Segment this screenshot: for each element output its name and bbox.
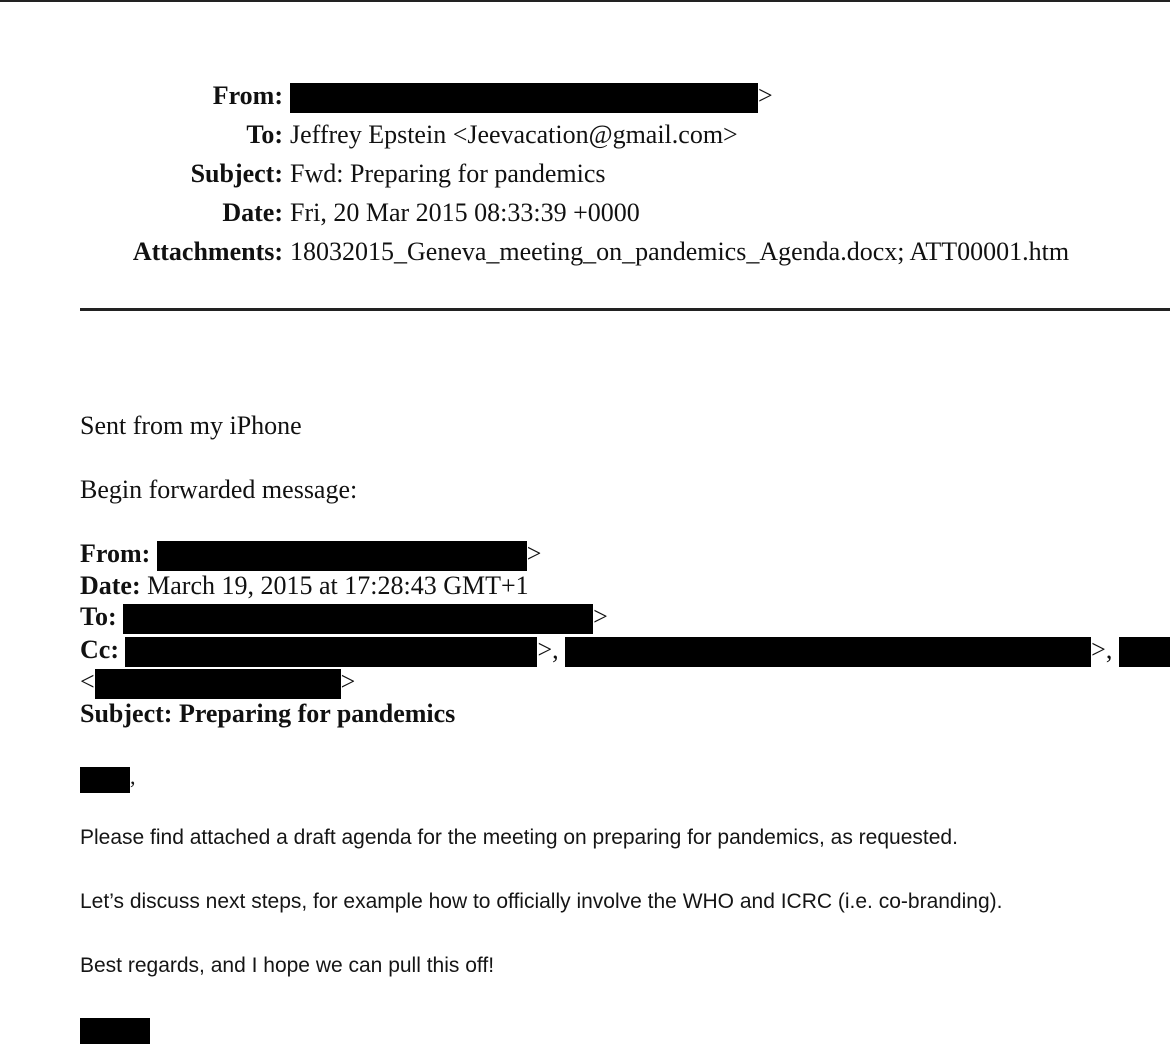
fwd-cc-row — [80, 634, 1170, 667]
fwd-cc-continuation-row — [80, 666, 355, 699]
signature-redaction-box — [80, 1018, 150, 1044]
fwd-from-label: From: — [80, 539, 151, 568]
fwd-cc-sep-1: >, — [537, 635, 559, 664]
header-subject-label: Subject: — [190, 159, 283, 188]
fwd-from-suffix: > — [526, 539, 542, 568]
fwd-from-row — [80, 538, 541, 571]
fwd-subject-label: Subject: — [80, 699, 173, 728]
fwd-subject-value: Preparing for pandemics — [178, 699, 456, 728]
redaction-box — [565, 637, 1091, 667]
top-rule — [0, 0, 1170, 2]
redaction-box — [80, 767, 130, 793]
header-date-value: Fri, 20 Mar 2015 08:33:39 +0000 — [290, 198, 640, 227]
header-subject-value: Fwd: Preparing for pandemics — [290, 159, 606, 188]
fwd-cc-cont-suffix: > — [340, 667, 356, 696]
fwd-to-label: To: — [80, 602, 117, 631]
fwd-cc-label: Cc: — [80, 635, 119, 664]
header-from-suffix: > — [758, 81, 773, 110]
redaction-box — [1119, 637, 1170, 667]
header-attachments-value: 18032015_Geneva_meeting_on_pandemics_Agenda.docx; ATT00001.htm — [290, 237, 1070, 266]
fwd-subject-row — [80, 698, 455, 730]
fwd-date-value: March 19, 2015 at 17:28:43 GMT+1 — [147, 571, 529, 600]
fwd-cc-sep-2: >, — [1091, 635, 1113, 664]
message-line-1: Please find attached a draft agenda for the meeting on preparing for pandemics, as requested. — [80, 826, 958, 849]
redaction-box — [123, 604, 593, 634]
header-divider — [80, 308, 1170, 311]
sent-from-line: Sent from my iPhone — [80, 411, 302, 440]
fwd-to-suffix: > — [593, 602, 608, 631]
header-to-value: Jeffrey Epstein <Jeevacation@gmail.com> — [290, 120, 738, 149]
header-from-label: From: — [212, 81, 283, 110]
header-to-label: To: — [246, 120, 283, 149]
message-line-2: Let’s discuss next steps, for example how to officially involve the WHO and ICRC (i.e. co-branding). — [80, 890, 1003, 913]
message-line-3: Best regards, and I hope we can pull this off! — [80, 954, 495, 977]
fwd-cc-cont-prefix: < — [80, 667, 95, 696]
redaction-box — [125, 637, 537, 667]
fwd-to-row — [80, 601, 608, 634]
greeting-row — [80, 764, 136, 793]
redaction-box — [157, 541, 527, 571]
header-attachments-label: Attachments: — [132, 237, 283, 266]
header-date-label: Date: — [222, 198, 283, 227]
fwd-date-row — [80, 570, 529, 602]
begin-forwarded-line: Begin forwarded message: — [80, 475, 358, 504]
redaction-box — [290, 83, 758, 113]
greeting-suffix: , — [130, 764, 136, 789]
fwd-date-label: Date: — [80, 571, 141, 600]
redaction-box — [95, 669, 341, 699]
